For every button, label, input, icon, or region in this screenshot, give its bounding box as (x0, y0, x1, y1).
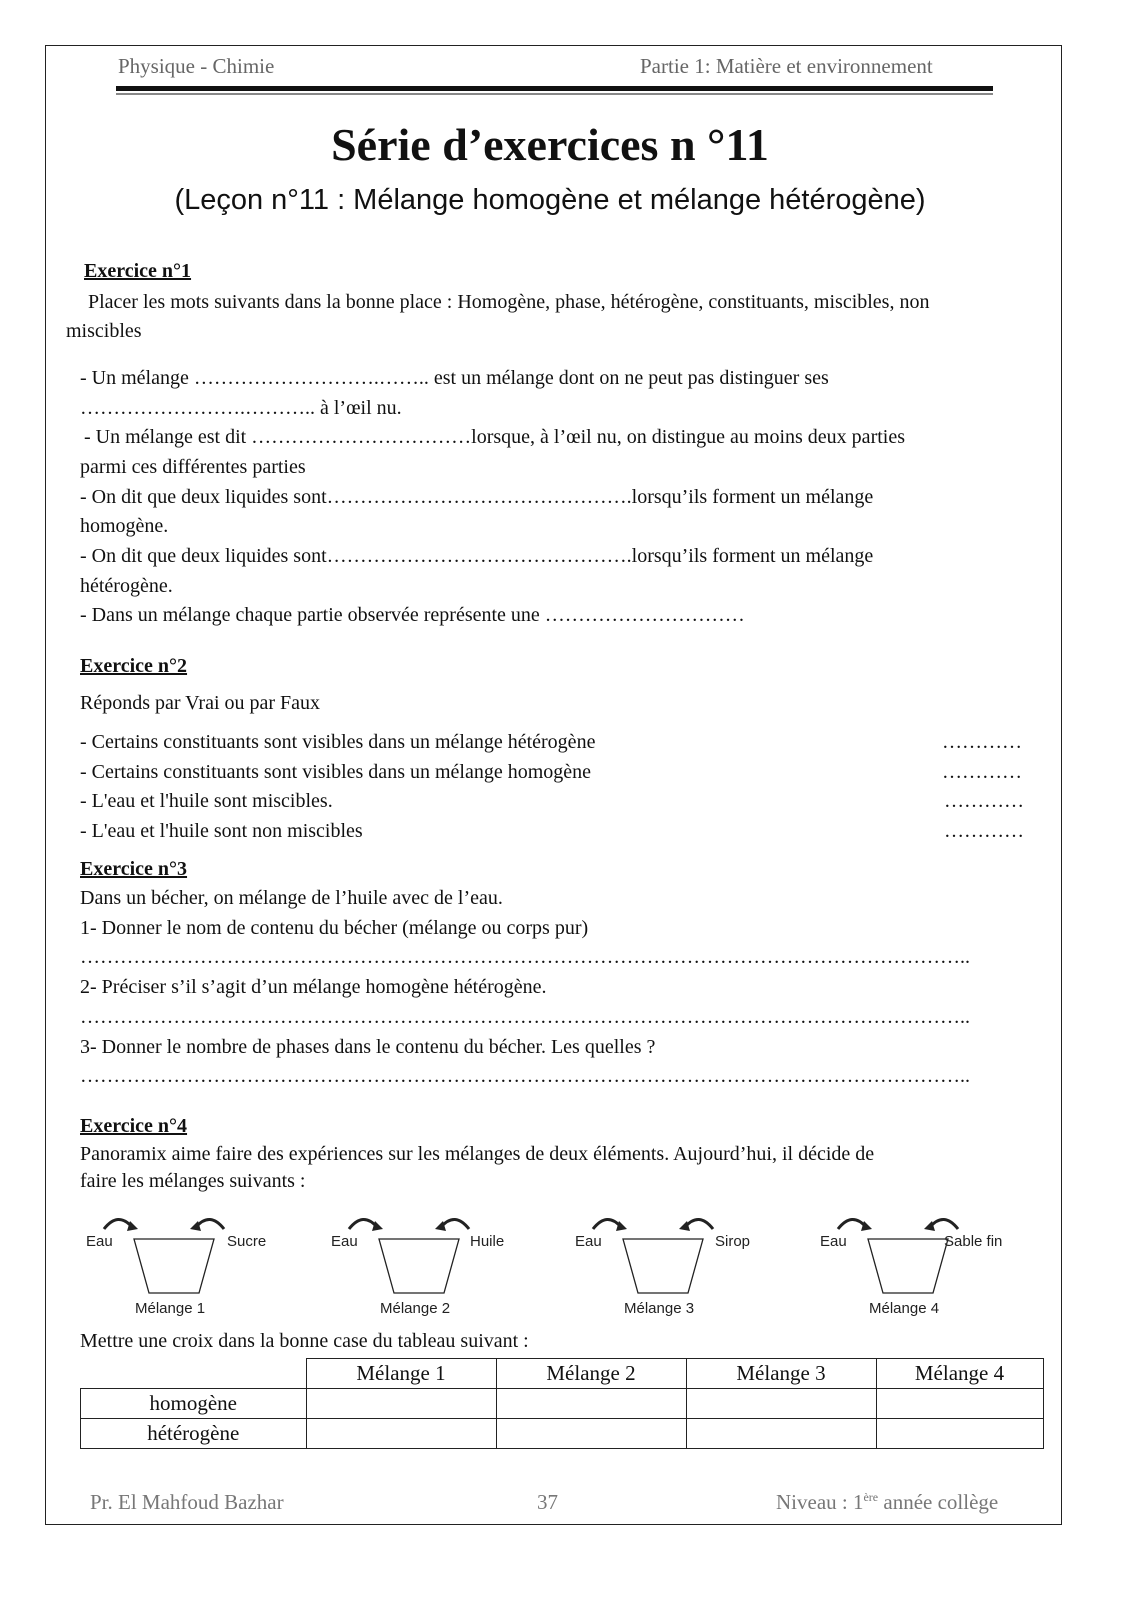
ingredient-right: Sucre (227, 1233, 267, 1250)
answer-cell[interactable] (876, 1389, 1043, 1419)
table-column-header: Mélange 3 (686, 1359, 876, 1389)
page-subtitle: (Leçon n°11 : Mélange homogène et mélange hétérogène) (174, 184, 926, 216)
ex2-answer-blank[interactable]: ………… (942, 761, 1022, 783)
ex3-answer-line[interactable]: …………………………………………………………………………………………………………………….. (80, 1006, 970, 1028)
beaker-icon (868, 1239, 948, 1293)
pour-arrow-icon (104, 1219, 132, 1229)
ex3-answer-line[interactable]: …………………………………………………………………………………………………………………….. (80, 1065, 970, 1087)
header-subject: Physique - Chimie (118, 54, 275, 78)
table-header-row (81, 1359, 1044, 1389)
footer-level-sup: ère (863, 1490, 879, 1504)
ex3-intro: Dans un bécher, on mélange de l’huile avec de l’eau. (80, 887, 503, 909)
ex1-line: parmi ces différentes parties (80, 456, 306, 478)
ingredient-right: Sirop (715, 1233, 751, 1250)
table-column-header: Mélange 4 (876, 1359, 1043, 1389)
table-column-header: Mélange 1 (306, 1359, 496, 1389)
ex1-line: - Un mélange est dit ……………………………lorsque, à l’œil nu, on distingue au moins deux parties (84, 426, 905, 448)
footer-author: Pr. El Mahfoud Bazhar (90, 1490, 284, 1514)
beaker-icon (379, 1239, 459, 1293)
ex3-question-3: 3- Donner le nombre de phases dans le contenu du bécher. Les quelles ? (80, 1036, 656, 1058)
mixture-diagram-1 (82, 1205, 282, 1320)
header-part: Partie 1: Matière et environnement (640, 54, 933, 78)
mixture-diagram-3 (571, 1205, 771, 1320)
table-row (81, 1419, 1044, 1449)
ex2-answer-blank[interactable]: ………… (944, 820, 1024, 842)
ex2-statement: - Certains constituants sont visibles dans un mélange homogène (80, 761, 592, 783)
answer-cell[interactable] (686, 1419, 876, 1449)
page-title: Série d’exercices n °11 (331, 119, 769, 170)
pour-arrow-icon (441, 1219, 469, 1229)
ex1-line: hétérogène. (80, 575, 173, 597)
mixture-name: Mélange 2 (380, 1300, 451, 1317)
answer-cell[interactable] (686, 1389, 876, 1419)
ex1-line: - On dit que deux liquides sont……………………………………….lorsqu’ils forment un mélange (80, 545, 874, 567)
ex3-question-2: 2- Préciser s’il s’agit d’un mélange homogène hétérogène. (80, 976, 547, 998)
table-column-header: Mélange 2 (496, 1359, 686, 1389)
header-rule-shadow (116, 93, 993, 95)
answer-cell[interactable] (306, 1419, 496, 1449)
beaker-icon (134, 1239, 214, 1293)
ex3-answer-line[interactable]: …………………………………………………………………………………………………………………….. (80, 946, 970, 968)
mixture-name: Mélange 1 (135, 1300, 206, 1317)
footer-level-prefix: Niveau : 1 (776, 1490, 864, 1514)
ex2-answer-blank[interactable]: ………… (944, 790, 1024, 812)
header-rule (116, 86, 993, 91)
ingredient-right: Huile (470, 1233, 505, 1250)
pour-arrow-icon (196, 1219, 224, 1229)
ex2-answer-blank[interactable]: ………… (942, 731, 1022, 753)
footer-page-number: 37 (537, 1490, 558, 1514)
ingredient-left: Eau (86, 1233, 113, 1250)
ex1-line: homogène. (80, 515, 169, 537)
pour-arrow-icon (838, 1219, 866, 1229)
ex2-title: Exercice n°2 (80, 655, 188, 677)
ex1-intro: Placer les mots suivants dans la bonne place : Homogène, phase, hétérogène, constituants, miscibles, non (88, 291, 930, 313)
ingredient-left: Eau (575, 1233, 602, 1250)
ex4-intro-cont: faire les mélanges suivants : (80, 1170, 306, 1192)
answer-cell[interactable] (496, 1419, 686, 1449)
table-row (81, 1389, 1044, 1419)
ex1-intro-cont: miscibles (66, 320, 142, 342)
pour-arrow-icon (349, 1219, 377, 1229)
ingredient-left: Eau (331, 1233, 358, 1250)
ex1-line: - On dit que deux liquides sont……………………………………….lorsqu’ils forment un mélange (80, 486, 874, 508)
answer-table (80, 1358, 1044, 1449)
footer-level-suffix: année collège (878, 1490, 999, 1514)
table-row-header: homogène (81, 1389, 307, 1419)
mixture-diagram-4 (816, 1205, 1026, 1320)
pour-arrow-icon (930, 1219, 958, 1229)
mixture-diagram-2 (327, 1205, 527, 1320)
answer-cell[interactable] (306, 1389, 496, 1419)
ingredient-left: Eau (820, 1233, 847, 1250)
ex1-title: Exercice n°1 (84, 260, 192, 282)
ex1-line: …………………….……….. à l’œil nu. (80, 397, 402, 419)
mixture-name: Mélange 4 (869, 1300, 940, 1317)
ex3-title: Exercice n°3 (80, 858, 188, 880)
pour-arrow-icon (685, 1219, 713, 1229)
table-row-header: hétérogène (81, 1419, 307, 1449)
mixture-name: Mélange 3 (624, 1300, 695, 1317)
footer-level (776, 1490, 998, 1515)
pour-arrow-icon (593, 1219, 621, 1229)
beaker-icon (623, 1239, 703, 1293)
table-corner-cell (81, 1359, 307, 1389)
ex2-intro: Réponds par Vrai ou par Faux (80, 692, 321, 714)
ex1-line: - Un mélange ……………………….…….. est un mélange dont on ne peut pas distinguer ses (80, 367, 829, 389)
ex1-line: - Dans un mélange chaque partie observée représente une ………………………… (80, 604, 745, 626)
ex4-instruction: Mettre une croix dans la bonne case du tableau suivant : (80, 1330, 529, 1352)
answer-cell[interactable] (496, 1389, 686, 1419)
ex3-question-1: 1- Donner le nom de contenu du bécher (mélange ou corps pur) (80, 917, 589, 939)
ex2-statement: - Certains constituants sont visibles dans un mélange hétérogène (80, 731, 596, 753)
ex2-statement: - L'eau et l'huile sont miscibles. (80, 790, 333, 812)
ingredient-right: Sable fin (944, 1233, 1003, 1250)
answer-cell[interactable] (876, 1419, 1043, 1449)
ex4-intro: Panoramix aime faire des expériences sur les mélanges de deux éléments. Aujourd’hui, il décide de (80, 1143, 875, 1165)
ex2-statement: - L'eau et l'huile sont non miscibles (80, 820, 363, 842)
ex4-title: Exercice n°4 (80, 1115, 188, 1137)
